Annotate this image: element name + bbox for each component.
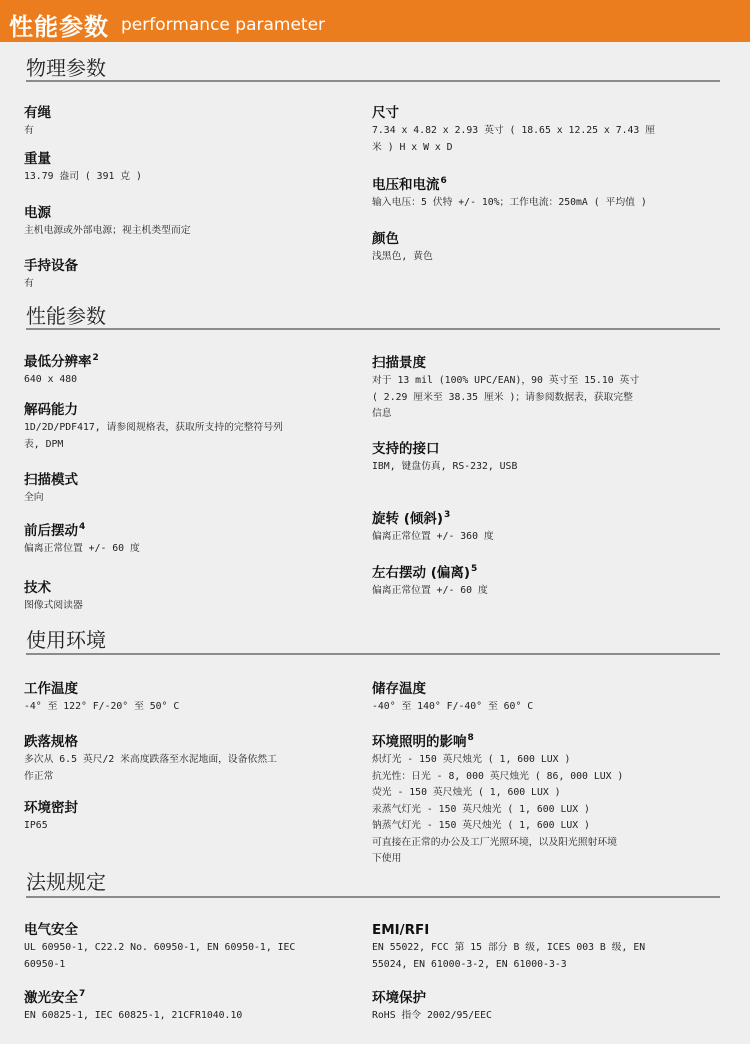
footnote-marker: 8	[467, 733, 474, 743]
spec-value: IBM, 键盘仿真, RS-232, USB	[372, 461, 518, 472]
section-divider	[26, 653, 720, 655]
spec-label	[24, 100, 354, 122]
spec-item	[372, 985, 702, 1025]
footnote-marker: 3	[444, 510, 451, 520]
spec-value: -40° 至 140° F/-40° 至 60° C	[372, 701, 534, 712]
spec-label-text: 左右摆动 (偏离)	[372, 565, 471, 581]
spec-label-text: 解码能力	[24, 402, 78, 418]
section-title: 物理参数	[26, 56, 106, 80]
spec-label-text: 支持的接口	[372, 441, 440, 457]
spec-item	[24, 253, 354, 293]
spec-item	[372, 729, 702, 868]
spec-value: 13.79 盎司 ( 391 克 )	[24, 171, 142, 182]
spec-label-text: 环境密封	[24, 800, 78, 816]
spec-item	[372, 506, 702, 546]
spec-label	[24, 575, 354, 597]
spec-item	[24, 917, 354, 973]
spec-value: UL 60950-1, C22.2 No. 60950-1, EN 60950-1, IEC 60950-1	[24, 942, 296, 970]
spec-item	[24, 200, 354, 240]
spec-label	[24, 200, 354, 222]
spec-value: RoHS 指令 2002/95/EEC	[372, 1010, 492, 1021]
spec-item	[24, 985, 354, 1025]
spec-value: 浅黑色, 黄色	[372, 251, 433, 262]
spec-label-text: 扫描景度	[372, 355, 426, 371]
spec-label	[24, 349, 354, 371]
spec-value: IP65	[24, 820, 48, 831]
spec-label	[372, 676, 702, 698]
spec-label-text: 最低分辨率	[24, 354, 92, 370]
spec-value: 多次从 6.5 英尺/2 米高度跌落至水泥地面，设备依然工 作正常	[24, 754, 277, 782]
spec-label-text: 手持设备	[24, 258, 78, 274]
spec-label	[24, 467, 354, 489]
spec-item	[24, 100, 354, 140]
spec-label	[372, 506, 702, 528]
spec-value: 有	[24, 278, 34, 289]
spec-label-text: 储存温度	[372, 681, 426, 697]
spec-label-text: 旋转 (倾斜)	[372, 511, 444, 527]
spec-label	[372, 226, 702, 248]
spec-label	[372, 917, 702, 939]
spec-item	[372, 350, 702, 423]
spec-item	[24, 795, 354, 835]
footnote-marker: 5	[471, 564, 478, 574]
spec-label-text: 技术	[24, 580, 51, 596]
spec-label-text: 电气安全	[24, 922, 78, 938]
footnote-marker: 4	[79, 522, 86, 532]
spec-value: 偏离正常位置 +/- 60 度	[24, 543, 140, 554]
spec-value: 炽灯光 - 150 英尺烛光 ( 1, 600 LUX ) 抗光性：日光 - 8, 000 英尺烛光 ( 86, 000 LUX ) 荧光 - 150 英尺烛光 ( 1, 600 LUX ) 汞蒸气灯光 - 150 英尺烛光 ( 1, 600 LUX ) 钠蒸气灯光 - 150 英尺烛光 ( 1, 600 LUX ) 可直接在正常的办公及工厂光照环境，以及阳光照射环境 下使用	[372, 754, 624, 864]
footnote-marker: 6	[440, 176, 447, 186]
spec-label	[24, 146, 354, 168]
spec-label-text: 颜色	[372, 231, 399, 247]
spec-item	[372, 560, 702, 600]
spec-value: 7.34 x 4.82 x 2.93 英寸 ( 18.65 x 12.25 x 7.43 厘 米 ) H x W x D	[372, 125, 656, 153]
spec-item	[24, 467, 354, 507]
spec-label-text: 尺寸	[372, 105, 399, 121]
spec-label-text: 电压和电流	[372, 177, 440, 193]
spec-label-text: 有绳	[24, 105, 51, 121]
spec-label	[372, 560, 702, 582]
spec-item	[24, 349, 354, 389]
spec-item	[24, 397, 354, 453]
spec-item	[372, 226, 702, 266]
spec-item	[24, 146, 354, 186]
spec-label-text: 环境照明的影响	[372, 734, 467, 750]
spec-value: 640 x 480	[24, 374, 78, 385]
spec-item	[24, 676, 354, 716]
spec-label	[24, 917, 354, 939]
spec-value: 图像式阅读器	[24, 600, 83, 611]
spec-label	[24, 397, 354, 419]
spec-item	[372, 436, 702, 476]
spec-value: EN 55022, FCC 第 15 部分 B 级, ICES 003 B 级, EN 55024, EN 61000-3-2, EN 61000-3-3	[372, 942, 646, 970]
section-title: 使用环境	[26, 628, 106, 652]
spec-label-text: 环境保护	[372, 990, 426, 1006]
spec-label	[24, 518, 354, 540]
spec-label	[24, 253, 354, 275]
spec-label-text: 前后摆动	[24, 523, 78, 539]
footnote-marker: 7	[79, 989, 86, 999]
spec-label	[372, 729, 702, 751]
spec-label	[372, 100, 702, 122]
spec-value: 偏离正常位置 +/- 60 度	[372, 585, 488, 596]
spec-item	[372, 676, 702, 716]
spec-label-text: 跌落规格	[24, 734, 78, 750]
spec-label	[372, 436, 702, 458]
header-title-en: performance parameter	[121, 15, 326, 35]
spec-item	[24, 518, 354, 558]
section-divider	[26, 80, 720, 82]
spec-label	[24, 985, 354, 1007]
spec-item	[372, 172, 702, 212]
spec-item	[24, 729, 354, 785]
spec-label-text: 电源	[24, 205, 51, 221]
spec-value: 全向	[24, 492, 44, 503]
spec-value: 主机电源或外部电源；视主机类型而定	[24, 225, 191, 236]
spec-item	[372, 100, 702, 156]
spec-label-text: 重量	[24, 151, 51, 167]
spec-item	[372, 917, 702, 973]
spec-value: 有	[24, 125, 34, 136]
section-divider	[26, 328, 720, 330]
spec-value: EN 60825-1, IEC 60825-1, 21CFR1040.10	[24, 1010, 243, 1021]
spec-label	[24, 729, 354, 751]
spec-label-text: 工作温度	[24, 681, 78, 697]
section-title: 法规规定	[26, 870, 106, 894]
spec-label-text: 激光安全	[24, 990, 78, 1006]
spec-value: -4° 至 122° F/-20° 至 50° C	[24, 701, 180, 712]
section-divider	[26, 896, 720, 898]
spec-label	[24, 676, 354, 698]
spec-value: 输入电压：5 伏特 +/- 10%；工作电流：250mA ( 平均值 )	[372, 197, 647, 208]
spec-label-text: 扫描模式	[24, 472, 78, 488]
spec-label	[372, 350, 702, 372]
footnote-marker: 2	[92, 353, 99, 363]
spec-label	[372, 172, 702, 194]
spec-item	[24, 575, 354, 615]
spec-label	[24, 795, 354, 817]
header-bar	[0, 0, 750, 42]
spec-value: 对于 13 mil (100% UPC/EAN)，90 英寸至 15.10 英寸 ( 2.29 厘米至 38.35 厘米 )；请参阅数据表，获取完整 信息	[372, 375, 640, 419]
spec-value: 偏离正常位置 +/- 360 度	[372, 531, 494, 542]
spec-value: 1D/2D/PDF417, 请参阅规格表，获取所支持的完整符号列 表, DPM	[24, 422, 283, 450]
spec-label	[372, 985, 702, 1007]
spec-label-text: EMI/RFI	[372, 922, 430, 938]
header-title-cn: 性能参数	[9, 13, 109, 41]
section-title: 性能参数	[26, 304, 106, 328]
